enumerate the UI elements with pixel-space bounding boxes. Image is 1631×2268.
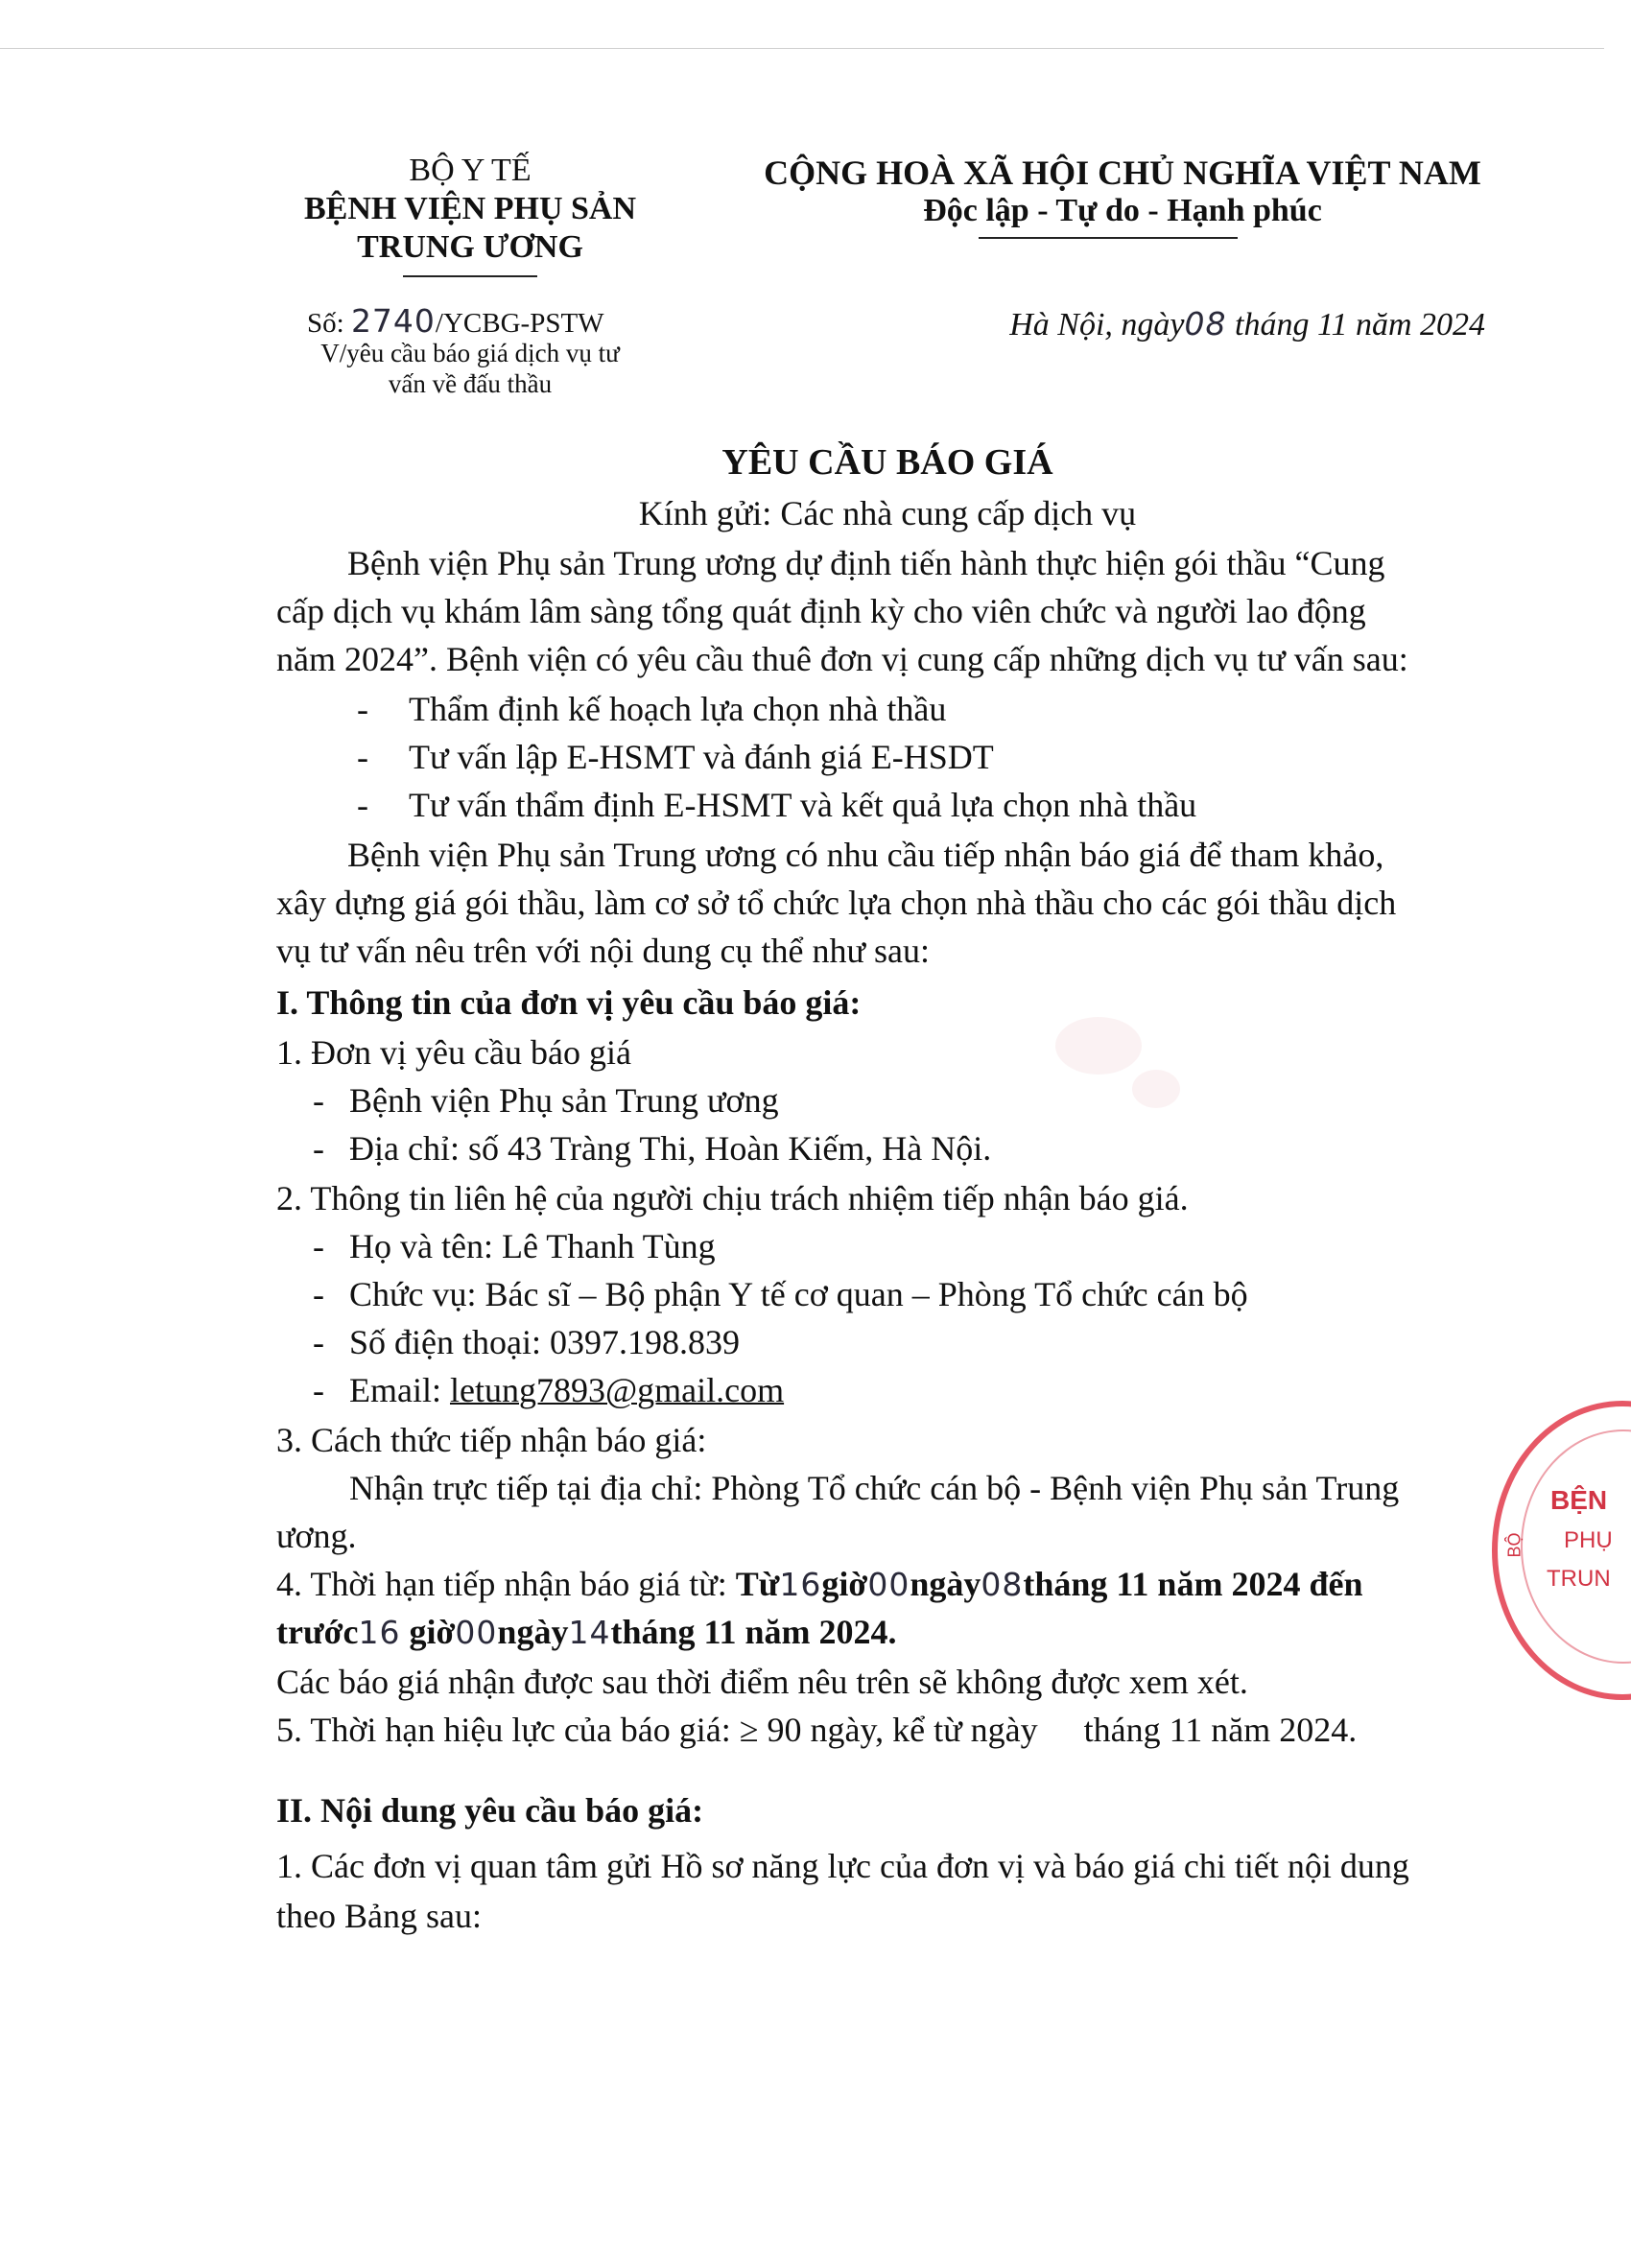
subject-line1: V/yêu cầu báo giá dịch vụ tư xyxy=(320,339,620,367)
section1-item4-line2 xyxy=(276,1608,897,1657)
seal-text-line1: BỆN xyxy=(1550,1485,1608,1515)
seal-text-line3: TRUN xyxy=(1547,1566,1611,1592)
item4-gio2: giờ xyxy=(409,1613,456,1651)
national-motto: Độc lập - Tự do - Hạnh phúc xyxy=(923,193,1322,228)
item4-to-hour: 16 xyxy=(358,1614,401,1651)
section1-item5 xyxy=(276,1706,1357,1754)
section1-item3-title: 3. Cách thức tiếp nhận báo giá: xyxy=(276,1421,707,1459)
item4-from-hour: 16 xyxy=(779,1566,822,1603)
scan-border-line xyxy=(0,48,1604,49)
motto-underline xyxy=(979,237,1238,239)
seal-text-side: BỘ xyxy=(1504,1532,1525,1558)
subject-line2: vấn về đấu thầu xyxy=(388,369,553,398)
doc-number-prefix: Số: xyxy=(307,308,344,339)
hospital-name-line1: BỆNH VIỆN PHỤ SẢN xyxy=(303,191,637,226)
item4-from-word: Từ xyxy=(735,1565,780,1603)
service-item-text: Thẩm định kế hoạch lựa chọn nhà thầu xyxy=(409,690,947,728)
document-number xyxy=(307,302,604,340)
document-date xyxy=(1009,305,1485,344)
seal-text-line2: PHỤ xyxy=(1564,1527,1613,1553)
scan-smudge xyxy=(1055,1017,1142,1075)
contact-email-row xyxy=(349,1366,784,1414)
item4-ngay: ngày xyxy=(910,1565,981,1603)
service-item-text: Tư vấn lập E-HSMT và đánh giá E-HSDT xyxy=(409,738,994,776)
item5-part1: 5. Thời hạn hiệu lực của báo giá: ≥ 90 ngày, kể từ ngày xyxy=(276,1711,1038,1749)
bullet-dash: - xyxy=(313,1275,324,1313)
purpose-line2: xây dựng giá gói thầu, làm cơ sở tổ chức lựa chọn nhà thầu cho các gói thầu dịch xyxy=(276,884,1397,922)
intro-line3: năm 2024”. Bệnh viện có yêu cầu thuê đơn vị cung cấp những dịch vụ tư vấn sau: xyxy=(276,640,1408,678)
date-part1: Hà Nội, ngày xyxy=(1009,307,1185,343)
section1-item3-line2: ương. xyxy=(276,1517,357,1555)
bullet-dash: - xyxy=(313,1323,324,1361)
section1-heading: I. Thông tin của đơn vị yêu cầu báo giá: xyxy=(276,983,862,1022)
section1-item1-name: Bệnh viện Phụ sản Trung ương xyxy=(349,1081,779,1120)
contact-position: Chức vụ: Bác sĩ – Bộ phận Y tế cơ quan – Phòng Tổ chức cán bộ xyxy=(349,1275,1248,1313)
service-item: - xyxy=(357,786,368,824)
hospital-name-line2: TRUNG ƯƠNG xyxy=(357,229,583,265)
item4-gio: giờ xyxy=(821,1565,868,1603)
item4-prefix: 4. Thời hạn tiếp nhận báo giá từ: xyxy=(276,1565,727,1603)
item4-to-day: 14 xyxy=(568,1614,611,1651)
section1-item3-line1: Nhận trực tiếp tại địa chỉ: Phòng Tổ chức cán bộ - Bệnh viện Phụ sản Trung xyxy=(349,1469,1400,1507)
section2-item1-line2: theo Bảng sau: xyxy=(276,1897,482,1935)
email-label: Email: xyxy=(349,1371,441,1409)
salutation: Kính gửi: Các nhà cung cấp dịch vụ xyxy=(638,494,1137,532)
purpose-line1: Bệnh viện Phụ sản Trung ương có nhu cầu tiếp nhận báo giá để tham khảo, xyxy=(347,836,1384,874)
intro-line1: Bệnh viện Phụ sản Trung ương dự định tiến hành thực hiện gói thầu “Cung xyxy=(347,544,1385,582)
intro-line2: cấp dịch vụ khám lâm sàng tổng quát định kỳ cho viên chức và người lao động xyxy=(276,592,1366,630)
doc-number-handwritten: 2740 xyxy=(350,302,436,340)
scan-smudge xyxy=(1132,1070,1180,1108)
section2-heading: II. Nội dung yêu cầu báo giá: xyxy=(276,1791,704,1830)
section1-item4-line1 xyxy=(276,1560,1362,1609)
contact-name: Họ và tên: Lê Thanh Tùng xyxy=(349,1227,716,1265)
section1-item4-note: Các báo giá nhận được sau thời điểm nêu trên sẽ không được xem xét. xyxy=(276,1663,1248,1701)
section1-item1-address: Địa chỉ: số 43 Tràng Thi, Hoàn Kiếm, Hà Nội. xyxy=(349,1129,992,1168)
section1-item2-title: 2. Thông tin liên hệ của người chịu trách nhiệm tiếp nhận báo giá. xyxy=(276,1179,1189,1217)
item4-to-min: 00 xyxy=(455,1614,498,1651)
date-day-handwritten: 08 xyxy=(1184,305,1227,343)
item4-from-day: 08 xyxy=(981,1566,1024,1603)
service-item-text: Tư vấn thẩm định E-HSMT và kết quả lựa chọn nhà thầu xyxy=(409,786,1197,824)
item5-part2: tháng 11 năm 2024. xyxy=(1083,1711,1358,1749)
service-item: - xyxy=(357,738,368,776)
bullet-dash: - xyxy=(313,1227,324,1265)
item4-to-rest: tháng 11 năm 2024. xyxy=(610,1613,897,1651)
section1-item1-title: 1. Đơn vị yêu cầu báo giá xyxy=(276,1033,631,1072)
header-left-underline xyxy=(403,275,537,277)
ministry-name: BỘ Y TẾ xyxy=(409,153,532,188)
date-part2: tháng 11 năm 2024 xyxy=(1235,307,1485,343)
item4-from-rest: tháng 11 năm 2024 đến xyxy=(1023,1565,1363,1603)
national-title: CỘNG HOÀ XÃ HỘI CHỦ NGHĨA VIỆT NAM xyxy=(764,154,1481,192)
item4-from-min: 00 xyxy=(867,1566,910,1603)
bullet-dash: - xyxy=(313,1129,324,1168)
purpose-line3: vụ tư vấn nêu trên với nội dung cụ thể như sau: xyxy=(276,932,930,970)
bullet-dash: - xyxy=(313,1371,324,1409)
item4-truoc: trước xyxy=(276,1613,359,1651)
bullet-dash: - xyxy=(313,1081,324,1120)
item4-ngay2: ngày xyxy=(497,1613,569,1651)
email-link[interactable]: letung7893@gmail.com xyxy=(449,1371,785,1409)
service-item: - xyxy=(357,690,368,728)
document-title: YÊU CẦU BÁO GIÁ xyxy=(721,442,1053,483)
contact-phone: Số điện thoại: 0397.198.839 xyxy=(349,1323,740,1361)
doc-number-suffix: /YCBG-PSTW xyxy=(435,308,604,339)
section2-item1-line1: 1. Các đơn vị quan tâm gửi Hồ sơ năng lực của đơn vị và báo giá chi tiết nội dung xyxy=(276,1847,1409,1885)
